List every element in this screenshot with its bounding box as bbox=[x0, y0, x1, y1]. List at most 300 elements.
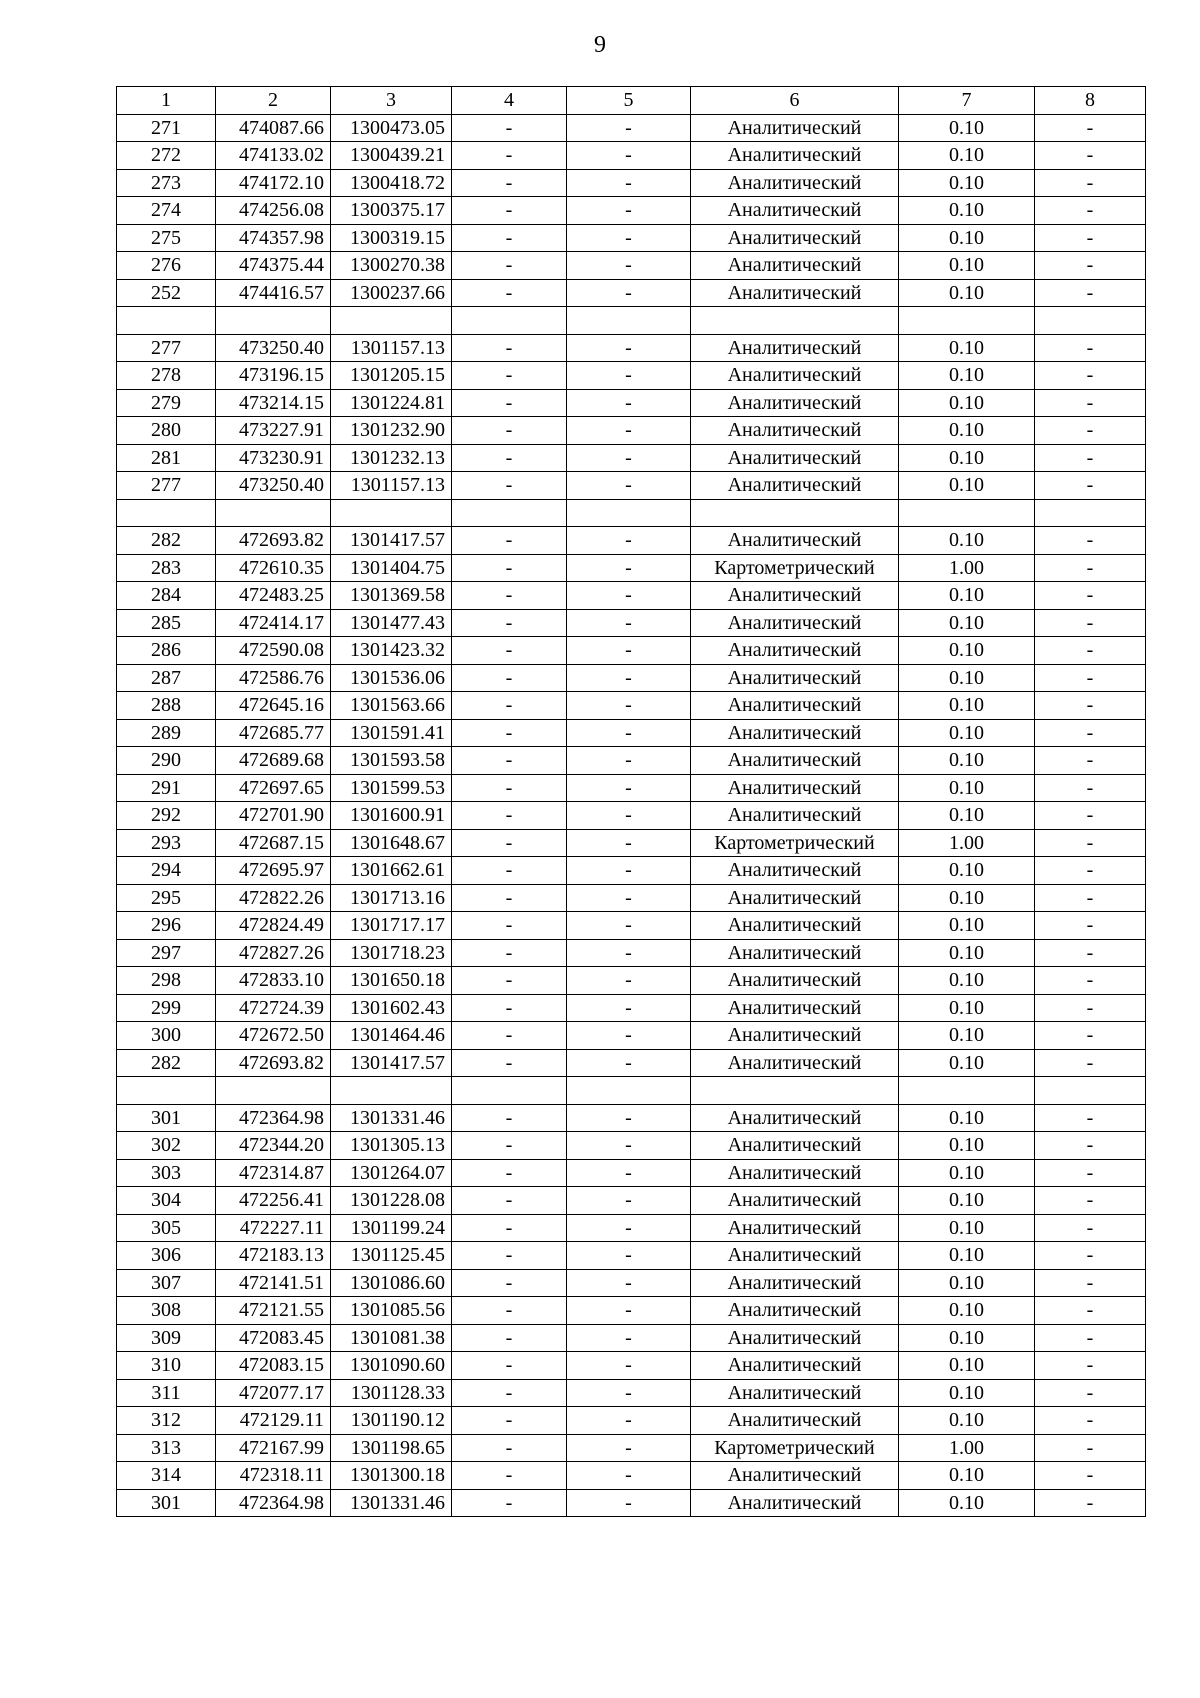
column-number-cell: 4 bbox=[452, 87, 567, 115]
col8-cell: - bbox=[1035, 802, 1146, 830]
table-row bbox=[117, 252, 1146, 280]
method-cell: Аналитический bbox=[691, 609, 899, 637]
x-coordinate-cell: 472827.26 bbox=[216, 939, 331, 967]
col5-cell: - bbox=[567, 747, 691, 775]
y-coordinate-cell: 1301648.67 bbox=[331, 829, 452, 857]
col4-cell: - bbox=[452, 1242, 567, 1270]
x-coordinate-cell: 472824.49 bbox=[216, 912, 331, 940]
y-coordinate-cell: 1301423.32 bbox=[331, 637, 452, 665]
y-coordinate-cell: 1301205.15 bbox=[331, 362, 452, 390]
col4-cell: - bbox=[452, 224, 567, 252]
col4-cell: - bbox=[452, 444, 567, 472]
point-number-cell: 298 bbox=[117, 967, 216, 995]
x-coordinate-cell: 472672.50 bbox=[216, 1022, 331, 1050]
table-row bbox=[117, 1324, 1146, 1352]
x-coordinate-cell: 472167.99 bbox=[216, 1434, 331, 1462]
accuracy-cell: 0.10 bbox=[899, 1104, 1035, 1132]
col8-cell: - bbox=[1035, 169, 1146, 197]
accuracy-cell: 0.10 bbox=[899, 664, 1035, 692]
method-cell: Аналитический bbox=[691, 444, 899, 472]
point-number-cell: 286 bbox=[117, 637, 216, 665]
col5-cell: - bbox=[567, 279, 691, 307]
method-cell: Аналитический bbox=[691, 389, 899, 417]
accuracy-cell: 0.10 bbox=[899, 774, 1035, 802]
accuracy-cell: 0.10 bbox=[899, 1187, 1035, 1215]
point-number-cell: 277 bbox=[117, 472, 216, 500]
method-cell: Аналитический bbox=[691, 142, 899, 170]
accuracy-cell: 1.00 bbox=[899, 554, 1035, 582]
col5-cell: - bbox=[567, 1022, 691, 1050]
table-row bbox=[117, 389, 1146, 417]
table-row bbox=[117, 1434, 1146, 1462]
point-number-cell: 287 bbox=[117, 664, 216, 692]
page-number: 9 bbox=[594, 32, 606, 58]
col8-cell: - bbox=[1035, 747, 1146, 775]
method-cell: Аналитический bbox=[691, 114, 899, 142]
method-cell: Аналитический bbox=[691, 1462, 899, 1490]
col8-cell: - bbox=[1035, 417, 1146, 445]
x-coordinate-cell: 474087.66 bbox=[216, 114, 331, 142]
accuracy-cell: 0.10 bbox=[899, 1352, 1035, 1380]
col8-cell bbox=[1035, 499, 1146, 527]
col4-cell: - bbox=[452, 1379, 567, 1407]
x-coordinate-cell: 472590.08 bbox=[216, 637, 331, 665]
col8-cell: - bbox=[1035, 1132, 1146, 1160]
y-coordinate-cell: 1301300.18 bbox=[331, 1462, 452, 1490]
point-number-cell: 280 bbox=[117, 417, 216, 445]
table-row bbox=[117, 884, 1146, 912]
col8-cell: - bbox=[1035, 114, 1146, 142]
col5-cell: - bbox=[567, 719, 691, 747]
method-cell: Аналитический bbox=[691, 1187, 899, 1215]
col5-cell: - bbox=[567, 1407, 691, 1435]
accuracy-cell bbox=[899, 307, 1035, 335]
y-coordinate-cell: 1301224.81 bbox=[331, 389, 452, 417]
table-row bbox=[117, 802, 1146, 830]
y-coordinate-cell: 1301085.56 bbox=[331, 1297, 452, 1325]
x-coordinate-cell: 473227.91 bbox=[216, 417, 331, 445]
method-cell: Аналитический bbox=[691, 1269, 899, 1297]
accuracy-cell: 0.10 bbox=[899, 224, 1035, 252]
accuracy-cell: 0.10 bbox=[899, 472, 1035, 500]
method-cell: Аналитический bbox=[691, 802, 899, 830]
col5-cell: - bbox=[567, 582, 691, 610]
table-row bbox=[117, 1022, 1146, 1050]
table-row bbox=[117, 1214, 1146, 1242]
col4-cell: - bbox=[452, 417, 567, 445]
coordinates-table bbox=[116, 86, 1146, 1517]
col4-cell: - bbox=[452, 527, 567, 555]
method-cell: Аналитический bbox=[691, 472, 899, 500]
accuracy-cell: 0.10 bbox=[899, 994, 1035, 1022]
x-coordinate-cell: 474416.57 bbox=[216, 279, 331, 307]
table-row bbox=[117, 609, 1146, 637]
col4-cell: - bbox=[452, 857, 567, 885]
y-coordinate-cell: 1301536.06 bbox=[331, 664, 452, 692]
col8-cell: - bbox=[1035, 582, 1146, 610]
table-row bbox=[117, 1379, 1146, 1407]
point-number-cell: 293 bbox=[117, 829, 216, 857]
accuracy-cell: 0.10 bbox=[899, 719, 1035, 747]
y-coordinate-cell: 1301477.43 bbox=[331, 609, 452, 637]
method-cell bbox=[691, 1077, 899, 1105]
col4-cell: - bbox=[452, 994, 567, 1022]
col5-cell: - bbox=[567, 142, 691, 170]
table-row bbox=[117, 939, 1146, 967]
accuracy-cell: 0.10 bbox=[899, 967, 1035, 995]
col4-cell: - bbox=[452, 1352, 567, 1380]
table-row bbox=[117, 692, 1146, 720]
method-cell: Аналитический bbox=[691, 1104, 899, 1132]
x-coordinate-cell: 474357.98 bbox=[216, 224, 331, 252]
method-cell: Аналитический bbox=[691, 197, 899, 225]
table-row bbox=[117, 169, 1146, 197]
x-coordinate-cell: 472689.68 bbox=[216, 747, 331, 775]
point-number-cell: 285 bbox=[117, 609, 216, 637]
col8-cell: - bbox=[1035, 967, 1146, 995]
col5-cell: - bbox=[567, 334, 691, 362]
method-cell: Аналитический bbox=[691, 857, 899, 885]
table-row bbox=[117, 1269, 1146, 1297]
col8-cell: - bbox=[1035, 1462, 1146, 1490]
accuracy-cell: 0.10 bbox=[899, 1022, 1035, 1050]
col4-cell bbox=[452, 1077, 567, 1105]
accuracy-cell: 0.10 bbox=[899, 197, 1035, 225]
y-coordinate-cell: 1301602.43 bbox=[331, 994, 452, 1022]
col5-cell: - bbox=[567, 362, 691, 390]
method-cell bbox=[691, 307, 899, 335]
table-row bbox=[117, 1187, 1146, 1215]
col5-cell: - bbox=[567, 994, 691, 1022]
method-cell: Аналитический bbox=[691, 1242, 899, 1270]
x-coordinate-cell: 474133.02 bbox=[216, 142, 331, 170]
y-coordinate-cell: 1301417.57 bbox=[331, 527, 452, 555]
separator-row bbox=[117, 1077, 1146, 1105]
point-number-cell: 288 bbox=[117, 692, 216, 720]
col4-cell: - bbox=[452, 1407, 567, 1435]
separator-row bbox=[117, 499, 1146, 527]
y-coordinate-cell: 1300418.72 bbox=[331, 169, 452, 197]
col8-cell: - bbox=[1035, 1159, 1146, 1187]
method-cell: Аналитический bbox=[691, 527, 899, 555]
table-row bbox=[117, 582, 1146, 610]
col4-cell: - bbox=[452, 1269, 567, 1297]
table-row bbox=[117, 527, 1146, 555]
col4-cell bbox=[452, 307, 567, 335]
table-row bbox=[117, 719, 1146, 747]
col4-cell: - bbox=[452, 334, 567, 362]
x-coordinate-cell: 472693.82 bbox=[216, 527, 331, 555]
method-cell: Картометрический bbox=[691, 1434, 899, 1462]
col8-cell: - bbox=[1035, 527, 1146, 555]
point-number-cell: 313 bbox=[117, 1434, 216, 1462]
col4-cell: - bbox=[452, 1489, 567, 1517]
accuracy-cell: 0.10 bbox=[899, 747, 1035, 775]
y-coordinate-cell: 1301718.23 bbox=[331, 939, 452, 967]
y-coordinate-cell: 1301232.13 bbox=[331, 444, 452, 472]
col5-cell: - bbox=[567, 1352, 691, 1380]
table-row bbox=[117, 142, 1146, 170]
accuracy-cell: 0.10 bbox=[899, 1214, 1035, 1242]
x-coordinate-cell: 472129.11 bbox=[216, 1407, 331, 1435]
y-coordinate-cell: 1301128.33 bbox=[331, 1379, 452, 1407]
col5-cell: - bbox=[567, 554, 691, 582]
method-cell: Картометрический bbox=[691, 829, 899, 857]
col8-cell: - bbox=[1035, 472, 1146, 500]
point-number-cell: 303 bbox=[117, 1159, 216, 1187]
point-number-cell: 289 bbox=[117, 719, 216, 747]
x-coordinate-cell: 472414.17 bbox=[216, 609, 331, 637]
method-cell bbox=[691, 499, 899, 527]
col8-cell: - bbox=[1035, 912, 1146, 940]
point-number-cell: 312 bbox=[117, 1407, 216, 1435]
x-coordinate-cell: 473250.40 bbox=[216, 334, 331, 362]
col4-cell: - bbox=[452, 939, 567, 967]
column-number-cell: 5 bbox=[567, 87, 691, 115]
point-number-cell: 282 bbox=[117, 1049, 216, 1077]
accuracy-cell bbox=[899, 1077, 1035, 1105]
x-coordinate-cell: 472695.97 bbox=[216, 857, 331, 885]
column-number-cell: 6 bbox=[691, 87, 899, 115]
accuracy-cell: 0.10 bbox=[899, 912, 1035, 940]
x-coordinate-cell bbox=[216, 307, 331, 335]
col5-cell: - bbox=[567, 1379, 691, 1407]
col8-cell: - bbox=[1035, 444, 1146, 472]
accuracy-cell: 0.10 bbox=[899, 609, 1035, 637]
col8-cell: - bbox=[1035, 1104, 1146, 1132]
x-coordinate-cell: 473230.91 bbox=[216, 444, 331, 472]
col8-cell: - bbox=[1035, 1049, 1146, 1077]
col5-cell: - bbox=[567, 609, 691, 637]
point-number-cell: 314 bbox=[117, 1462, 216, 1490]
col8-cell: - bbox=[1035, 362, 1146, 390]
col5-cell: - bbox=[567, 1132, 691, 1160]
x-coordinate-cell: 472697.65 bbox=[216, 774, 331, 802]
method-cell: Аналитический bbox=[691, 334, 899, 362]
col5-cell: - bbox=[567, 197, 691, 225]
method-cell: Аналитический bbox=[691, 1022, 899, 1050]
col4-cell: - bbox=[452, 114, 567, 142]
accuracy-cell: 0.10 bbox=[899, 802, 1035, 830]
col4-cell: - bbox=[452, 169, 567, 197]
y-coordinate-cell: 1300473.05 bbox=[331, 114, 452, 142]
accuracy-cell: 0.10 bbox=[899, 1269, 1035, 1297]
y-coordinate-cell: 1301662.61 bbox=[331, 857, 452, 885]
method-cell: Аналитический bbox=[691, 719, 899, 747]
col5-cell: - bbox=[567, 802, 691, 830]
method-cell: Аналитический bbox=[691, 1407, 899, 1435]
table-row bbox=[117, 664, 1146, 692]
method-cell: Аналитический bbox=[691, 939, 899, 967]
col4-cell: - bbox=[452, 197, 567, 225]
col5-cell: - bbox=[567, 1159, 691, 1187]
col8-cell: - bbox=[1035, 1242, 1146, 1270]
y-coordinate-cell: 1300319.15 bbox=[331, 224, 452, 252]
col5-cell: - bbox=[567, 1489, 691, 1517]
method-cell: Картометрический bbox=[691, 554, 899, 582]
point-number-cell: 310 bbox=[117, 1352, 216, 1380]
x-coordinate-cell: 472822.26 bbox=[216, 884, 331, 912]
col8-cell: - bbox=[1035, 774, 1146, 802]
table-row bbox=[117, 1104, 1146, 1132]
col4-cell: - bbox=[452, 609, 567, 637]
table-row bbox=[117, 1159, 1146, 1187]
accuracy-cell: 0.10 bbox=[899, 637, 1035, 665]
method-cell: Аналитический bbox=[691, 994, 899, 1022]
accuracy-cell: 0.10 bbox=[899, 1159, 1035, 1187]
method-cell: Аналитический bbox=[691, 1379, 899, 1407]
col8-cell: - bbox=[1035, 252, 1146, 280]
table-row bbox=[117, 1049, 1146, 1077]
y-coordinate-cell: 1301717.17 bbox=[331, 912, 452, 940]
col4-cell: - bbox=[452, 774, 567, 802]
col4-cell: - bbox=[452, 1297, 567, 1325]
method-cell: Аналитический bbox=[691, 279, 899, 307]
point-number-cell: 308 bbox=[117, 1297, 216, 1325]
x-coordinate-cell: 472364.98 bbox=[216, 1104, 331, 1132]
col4-cell: - bbox=[452, 554, 567, 582]
col5-cell: - bbox=[567, 857, 691, 885]
col8-cell: - bbox=[1035, 692, 1146, 720]
col5-cell: - bbox=[567, 967, 691, 995]
col5-cell: - bbox=[567, 1434, 691, 1462]
accuracy-cell: 0.10 bbox=[899, 692, 1035, 720]
col5-cell: - bbox=[567, 224, 691, 252]
method-cell: Аналитический bbox=[691, 637, 899, 665]
col5-cell: - bbox=[567, 1269, 691, 1297]
col4-cell: - bbox=[452, 1022, 567, 1050]
table-row bbox=[117, 279, 1146, 307]
col8-cell: - bbox=[1035, 1269, 1146, 1297]
col4-cell: - bbox=[452, 1214, 567, 1242]
method-cell: Аналитический bbox=[691, 1297, 899, 1325]
col8-cell: - bbox=[1035, 1407, 1146, 1435]
table-row bbox=[117, 472, 1146, 500]
y-coordinate-cell: 1301086.60 bbox=[331, 1269, 452, 1297]
col5-cell: - bbox=[567, 1104, 691, 1132]
y-coordinate-cell bbox=[331, 1077, 452, 1105]
y-coordinate-cell: 1301157.13 bbox=[331, 472, 452, 500]
accuracy-cell: 0.10 bbox=[899, 334, 1035, 362]
point-number-cell: 306 bbox=[117, 1242, 216, 1270]
x-coordinate-cell: 472183.13 bbox=[216, 1242, 331, 1270]
col8-cell: - bbox=[1035, 994, 1146, 1022]
table-row bbox=[117, 114, 1146, 142]
table-row bbox=[117, 967, 1146, 995]
x-coordinate-cell: 474256.08 bbox=[216, 197, 331, 225]
point-number-cell: 278 bbox=[117, 362, 216, 390]
col5-cell: - bbox=[567, 1214, 691, 1242]
point-number-cell: 277 bbox=[117, 334, 216, 362]
col8-cell: - bbox=[1035, 664, 1146, 692]
method-cell: Аналитический bbox=[691, 1214, 899, 1242]
col8-cell: - bbox=[1035, 1187, 1146, 1215]
col5-cell: - bbox=[567, 1187, 691, 1215]
point-number-cell: 301 bbox=[117, 1489, 216, 1517]
x-coordinate-cell: 473250.40 bbox=[216, 472, 331, 500]
x-coordinate-cell: 474172.10 bbox=[216, 169, 331, 197]
point-number-cell bbox=[117, 499, 216, 527]
table-row bbox=[117, 912, 1146, 940]
col5-cell bbox=[567, 1077, 691, 1105]
point-number-cell: 283 bbox=[117, 554, 216, 582]
accuracy-cell: 0.10 bbox=[899, 857, 1035, 885]
method-cell: Аналитический bbox=[691, 747, 899, 775]
table-row bbox=[117, 1242, 1146, 1270]
col4-cell: - bbox=[452, 1132, 567, 1160]
x-coordinate-cell: 472083.15 bbox=[216, 1352, 331, 1380]
col8-cell: - bbox=[1035, 637, 1146, 665]
col8-cell: - bbox=[1035, 1379, 1146, 1407]
point-number-cell: 273 bbox=[117, 169, 216, 197]
y-coordinate-cell: 1301264.07 bbox=[331, 1159, 452, 1187]
col8-cell bbox=[1035, 307, 1146, 335]
accuracy-cell bbox=[899, 499, 1035, 527]
accuracy-cell: 0.10 bbox=[899, 142, 1035, 170]
col5-cell: - bbox=[567, 417, 691, 445]
y-coordinate-cell: 1301090.60 bbox=[331, 1352, 452, 1380]
col5-cell: - bbox=[567, 444, 691, 472]
accuracy-cell: 1.00 bbox=[899, 829, 1035, 857]
col4-cell: - bbox=[452, 1462, 567, 1490]
col4-cell: - bbox=[452, 362, 567, 390]
column-number-cell: 8 bbox=[1035, 87, 1146, 115]
col5-cell: - bbox=[567, 884, 691, 912]
separator-row bbox=[117, 307, 1146, 335]
y-coordinate-cell: 1301563.66 bbox=[331, 692, 452, 720]
col8-cell: - bbox=[1035, 1434, 1146, 1462]
x-coordinate-cell: 472344.20 bbox=[216, 1132, 331, 1160]
accuracy-cell: 0.10 bbox=[899, 279, 1035, 307]
col4-cell: - bbox=[452, 582, 567, 610]
col5-cell: - bbox=[567, 829, 691, 857]
x-coordinate-cell: 472083.45 bbox=[216, 1324, 331, 1352]
col4-cell: - bbox=[452, 637, 567, 665]
table-row bbox=[117, 1352, 1146, 1380]
point-number-cell: 290 bbox=[117, 747, 216, 775]
col8-cell: - bbox=[1035, 279, 1146, 307]
point-number-cell: 295 bbox=[117, 884, 216, 912]
accuracy-cell: 0.10 bbox=[899, 1462, 1035, 1490]
y-coordinate-cell: 1301125.45 bbox=[331, 1242, 452, 1270]
x-coordinate-cell: 474375.44 bbox=[216, 252, 331, 280]
method-cell: Аналитический bbox=[691, 169, 899, 197]
method-cell: Аналитический bbox=[691, 224, 899, 252]
point-number-cell: 284 bbox=[117, 582, 216, 610]
column-number-cell: 2 bbox=[216, 87, 331, 115]
table-row bbox=[117, 857, 1146, 885]
method-cell: Аналитический bbox=[691, 1159, 899, 1187]
col5-cell bbox=[567, 307, 691, 335]
col8-cell: - bbox=[1035, 142, 1146, 170]
point-number-cell: 292 bbox=[117, 802, 216, 830]
col4-cell: - bbox=[452, 1434, 567, 1462]
col4-cell bbox=[452, 499, 567, 527]
col4-cell: - bbox=[452, 884, 567, 912]
x-coordinate-cell: 472586.76 bbox=[216, 664, 331, 692]
y-coordinate-cell: 1301198.65 bbox=[331, 1434, 452, 1462]
col8-cell: - bbox=[1035, 224, 1146, 252]
table-row bbox=[117, 444, 1146, 472]
col8-cell: - bbox=[1035, 829, 1146, 857]
x-coordinate-cell: 472687.15 bbox=[216, 829, 331, 857]
col8-cell: - bbox=[1035, 554, 1146, 582]
accuracy-cell: 0.10 bbox=[899, 1242, 1035, 1270]
col4-cell: - bbox=[452, 802, 567, 830]
point-number-cell: 276 bbox=[117, 252, 216, 280]
col5-cell: - bbox=[567, 774, 691, 802]
col4-cell: - bbox=[452, 1187, 567, 1215]
